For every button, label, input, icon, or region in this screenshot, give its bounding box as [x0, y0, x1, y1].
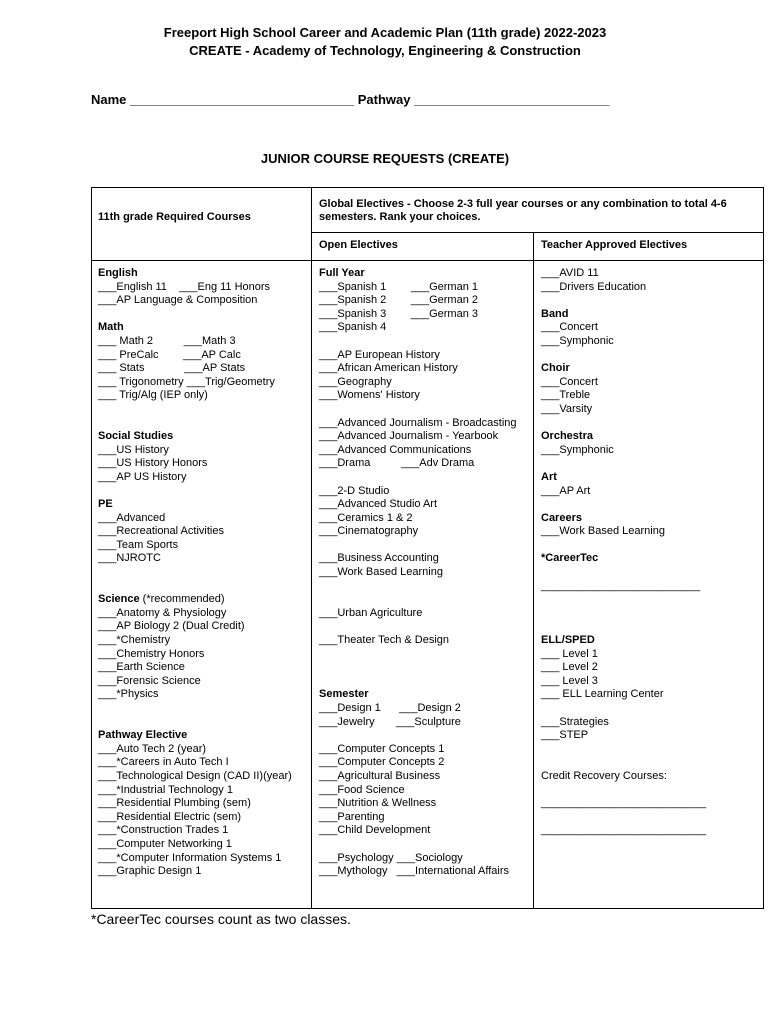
text-line	[98, 485, 292, 499]
text-line	[319, 620, 517, 634]
header-open-electives: Open Electives	[319, 239, 398, 251]
text-line	[319, 729, 517, 743]
divider-col2	[533, 232, 534, 908]
bold-label: PE	[98, 498, 113, 511]
course-option[interactable]: ___Auto Tech 2 (year)	[98, 742, 207, 755]
course-option[interactable]: ___Child Development	[319, 824, 431, 837]
course-option[interactable]: ___Technological Design (CAD II)(year)	[98, 769, 292, 782]
course-option[interactable]: ___African American History	[319, 362, 458, 375]
teacher-approved-column	[541, 267, 706, 838]
text-line	[541, 593, 706, 607]
required-courses-column	[98, 267, 292, 879]
divider-header-row	[92, 260, 763, 261]
course-option[interactable]: ___Theater Tech & Design	[319, 634, 450, 647]
course-option[interactable]: ___Recreational Activities	[98, 525, 224, 538]
text-line	[541, 620, 706, 634]
course-option[interactable]: ___Food Science	[319, 783, 405, 796]
text-line	[541, 784, 706, 798]
course-option[interactable]: ___Computer Networking 1	[98, 837, 232, 850]
text-line	[541, 539, 706, 553]
text-line	[319, 675, 517, 689]
course-option[interactable]: ___Parenting	[319, 810, 385, 823]
course-option[interactable]: ___US History	[98, 443, 169, 456]
bold-label: Science	[98, 593, 140, 606]
section-label	[319, 688, 517, 702]
section-label	[98, 729, 292, 743]
course-option[interactable]: ___Graphic Design 1	[98, 865, 202, 878]
course-option[interactable]: ___Chemistry Honors	[98, 647, 205, 660]
bold-label: Math	[98, 321, 124, 334]
course-option[interactable]: ___Advanced Journalism - Broadcasting	[319, 416, 517, 429]
course-option[interactable]: ___Work Based Learning	[319, 566, 443, 579]
course-option[interactable]: ___Symphonic	[541, 443, 614, 456]
course-option[interactable]: ___Advanced Communications	[319, 443, 472, 456]
header-required: 11th grade Required Courses	[98, 211, 251, 223]
course-option[interactable]: ___ Level 1	[541, 647, 598, 660]
course-option[interactable]: ___*Construction Trades 1	[98, 824, 229, 837]
text-line	[541, 417, 706, 431]
bold-label: Social Studies	[98, 430, 174, 443]
course-option[interactable]: ___Design 1 ___Design 2	[319, 702, 461, 714]
bold-label: Full Year	[319, 267, 365, 279]
text-line: Credit Recovery Courses:	[541, 769, 667, 782]
course-option[interactable]: ___AVID 11	[541, 267, 599, 279]
divider-global-header	[311, 232, 763, 233]
course-option[interactable]: ___Womens' History	[319, 389, 420, 402]
course-option[interactable]: ___NJROTC	[98, 552, 161, 565]
bold-label: Choir	[541, 362, 570, 375]
section-heading: JUNIOR COURSE REQUESTS (CREATE)	[260, 151, 510, 166]
course-option[interactable]: ___Agricultural Business	[319, 769, 441, 782]
course-option[interactable]: ___Geography	[319, 375, 392, 388]
section-label	[541, 634, 706, 648]
course-option[interactable]: ___Strategies	[541, 715, 609, 728]
course-option[interactable]: ___*Physics	[98, 688, 159, 701]
text-line	[541, 349, 706, 363]
bold-label: Pathway Elective	[98, 729, 188, 742]
course-option[interactable]: ___Anatomy & Physiology	[98, 606, 227, 619]
header-global-electives: Global Electives - Choose 2-3 full year courses or any combination to total 4-6 semesters. Rank your choices.	[319, 198, 727, 223]
course-option[interactable]: ___2-D Studio	[319, 484, 390, 497]
course-option[interactable]: ___Residential Electric (sem)	[98, 810, 242, 823]
course-option[interactable]: ___US History Honors	[98, 457, 208, 470]
text-line	[541, 566, 706, 580]
section-label	[98, 430, 292, 444]
course-option[interactable]: ___Advanced Journalism - Yearbook	[319, 430, 499, 443]
course-option[interactable]: ___*Chemistry	[98, 634, 171, 647]
text-line	[541, 756, 706, 770]
course-option[interactable]: ___ Level 3	[541, 674, 598, 687]
header-teacher-approved: Teacher Approved Electives	[541, 239, 688, 251]
text-line	[319, 838, 517, 852]
text-line	[319, 580, 517, 594]
course-option[interactable]: ___Spanish 2 ___German 2	[319, 294, 478, 307]
text-line	[541, 811, 706, 825]
bold-label: *CareerTec	[541, 552, 599, 565]
course-request-table	[91, 187, 764, 909]
text-line	[541, 294, 706, 308]
bold-label: Orchestra	[541, 430, 593, 443]
course-option[interactable]: ___Forensic Science	[98, 674, 201, 687]
label-suffix: (*recommended)	[139, 593, 225, 606]
course-option[interactable]: ___Concert	[541, 375, 598, 388]
text-line	[319, 539, 517, 553]
text-line	[319, 661, 517, 675]
course-option[interactable]: ___Spanish 1 ___German 1	[319, 280, 478, 293]
course-option[interactable]: ___ ELL Learning Center	[541, 688, 664, 701]
course-option[interactable]: ___ Trig/Alg (IEP only)	[98, 389, 208, 402]
course-option[interactable]: __________________________	[541, 579, 701, 592]
course-option[interactable]: ___Concert	[541, 321, 598, 334]
course-option[interactable]: ___Earth Science	[98, 661, 185, 674]
course-option[interactable]: ___Residential Plumbing (sem)	[98, 797, 251, 810]
course-option[interactable]: ___Spanish 4	[319, 321, 387, 334]
text-line	[319, 593, 517, 607]
document-title	[0, 24, 770, 60]
section-label	[319, 267, 517, 281]
course-option[interactable]: ___Advanced	[98, 511, 166, 524]
bold-label: Semester	[319, 688, 369, 701]
course-option[interactable]: ___Computer Concepts 1	[319, 742, 445, 755]
section-label	[541, 430, 706, 444]
course-option[interactable]: ___Cinematography	[319, 525, 419, 538]
section-label	[541, 512, 706, 526]
section-label	[541, 362, 706, 376]
course-option[interactable]: ___AP US History	[98, 470, 187, 483]
course-option[interactable]: ___Work Based Learning	[541, 525, 665, 538]
divider-col1	[311, 188, 312, 908]
footnote: *CareerTec courses count as two classes.	[91, 911, 351, 927]
course-option[interactable]: ___English 11 ___Eng 11 Honors	[98, 280, 271, 293]
bold-label: Careers	[541, 511, 582, 524]
course-option[interactable]: ___Drivers Education	[541, 280, 647, 293]
course-option[interactable]: ___________________________	[541, 797, 707, 810]
course-option[interactable]: ___Urban Agriculture	[319, 606, 423, 619]
text-line	[541, 457, 706, 471]
text-line	[98, 403, 292, 417]
course-option[interactable]: ___ Trigonometry ___Trig/Geometry	[98, 375, 275, 388]
course-option[interactable]: ___*Careers in Auto Tech I	[98, 756, 229, 769]
text-line	[98, 702, 292, 716]
course-option[interactable]: ___Treble	[541, 389, 591, 402]
section-label	[541, 471, 706, 485]
course-option[interactable]: ___Varsity	[541, 402, 593, 415]
course-option[interactable]: ___ PreCalc ___AP Calc	[98, 348, 241, 361]
text-line	[319, 648, 517, 662]
course-option[interactable]: ___Mythology ___International Affairs	[319, 865, 509, 878]
text-line	[98, 716, 292, 730]
text-line	[541, 498, 706, 512]
section-label	[98, 267, 292, 281]
course-option[interactable]: ___STEP	[541, 729, 589, 742]
bold-label: English	[98, 267, 138, 279]
section-label	[541, 552, 706, 566]
course-option[interactable]: ___________________________	[541, 824, 707, 837]
section-label	[98, 321, 292, 335]
section-label	[98, 498, 292, 512]
course-option[interactable]: ___Nutrition & Wellness	[319, 797, 437, 810]
course-option[interactable]: ___AP Biology 2 (Dual Credit)	[98, 620, 245, 633]
open-electives-column	[319, 267, 517, 879]
course-option[interactable]: ___*Industrial Technology 1	[98, 783, 233, 796]
bold-label: Band	[541, 307, 569, 320]
course-option[interactable]: ___AP Art	[541, 484, 591, 497]
course-option[interactable]: ___Drama ___Adv Drama	[319, 457, 475, 470]
course-option[interactable]: ___Team Sports	[98, 538, 179, 551]
course-option[interactable]: ___AP Language & Composition	[98, 294, 258, 307]
text-line	[541, 702, 706, 716]
course-option[interactable]: ___Spanish 3 ___German 3	[319, 307, 478, 320]
course-option[interactable]: ___ Math 2 ___Math 3	[98, 334, 236, 347]
section-label	[541, 308, 706, 322]
course-option[interactable]: ___Advanced Studio Art	[319, 498, 438, 511]
course-option[interactable]: ___ Level 2	[541, 661, 598, 674]
text-line	[541, 743, 706, 757]
text-line	[319, 403, 517, 417]
course-option[interactable]: ___*Computer Information Systems 1	[98, 851, 282, 864]
title-line-1: Freeport High School Career and Academic Plan (11th grade) 2022-2023	[163, 25, 607, 40]
course-option[interactable]: ___Psychology ___Sociology	[319, 851, 463, 864]
bold-label: ELL/SPED	[541, 634, 595, 647]
text-line	[98, 580, 292, 594]
course-option[interactable]: ___Jewelry ___Sculpture	[319, 715, 461, 728]
bold-label: Art	[541, 470, 557, 483]
course-option[interactable]: ___Ceramics 1 & 2	[319, 511, 413, 524]
section-label	[98, 593, 292, 607]
text-line	[98, 308, 292, 322]
course-option[interactable]: ___AP European History	[319, 348, 440, 361]
text-line	[541, 607, 706, 621]
text-line	[98, 566, 292, 580]
name-pathway-line[interactable]: Name _______________________________ Pathway ___________________________	[91, 92, 610, 107]
text-line	[319, 335, 517, 349]
course-option[interactable]: ___Computer Concepts 2	[319, 756, 445, 769]
course-option[interactable]: ___Symphonic	[541, 334, 614, 347]
course-option[interactable]: ___ Stats ___AP Stats	[98, 362, 246, 375]
title-line-2: CREATE - Academy of Technology, Engineering & Construction	[189, 43, 581, 58]
text-line	[319, 471, 517, 485]
course-option[interactable]: ___Business Accounting	[319, 552, 439, 565]
text-line	[98, 417, 292, 431]
